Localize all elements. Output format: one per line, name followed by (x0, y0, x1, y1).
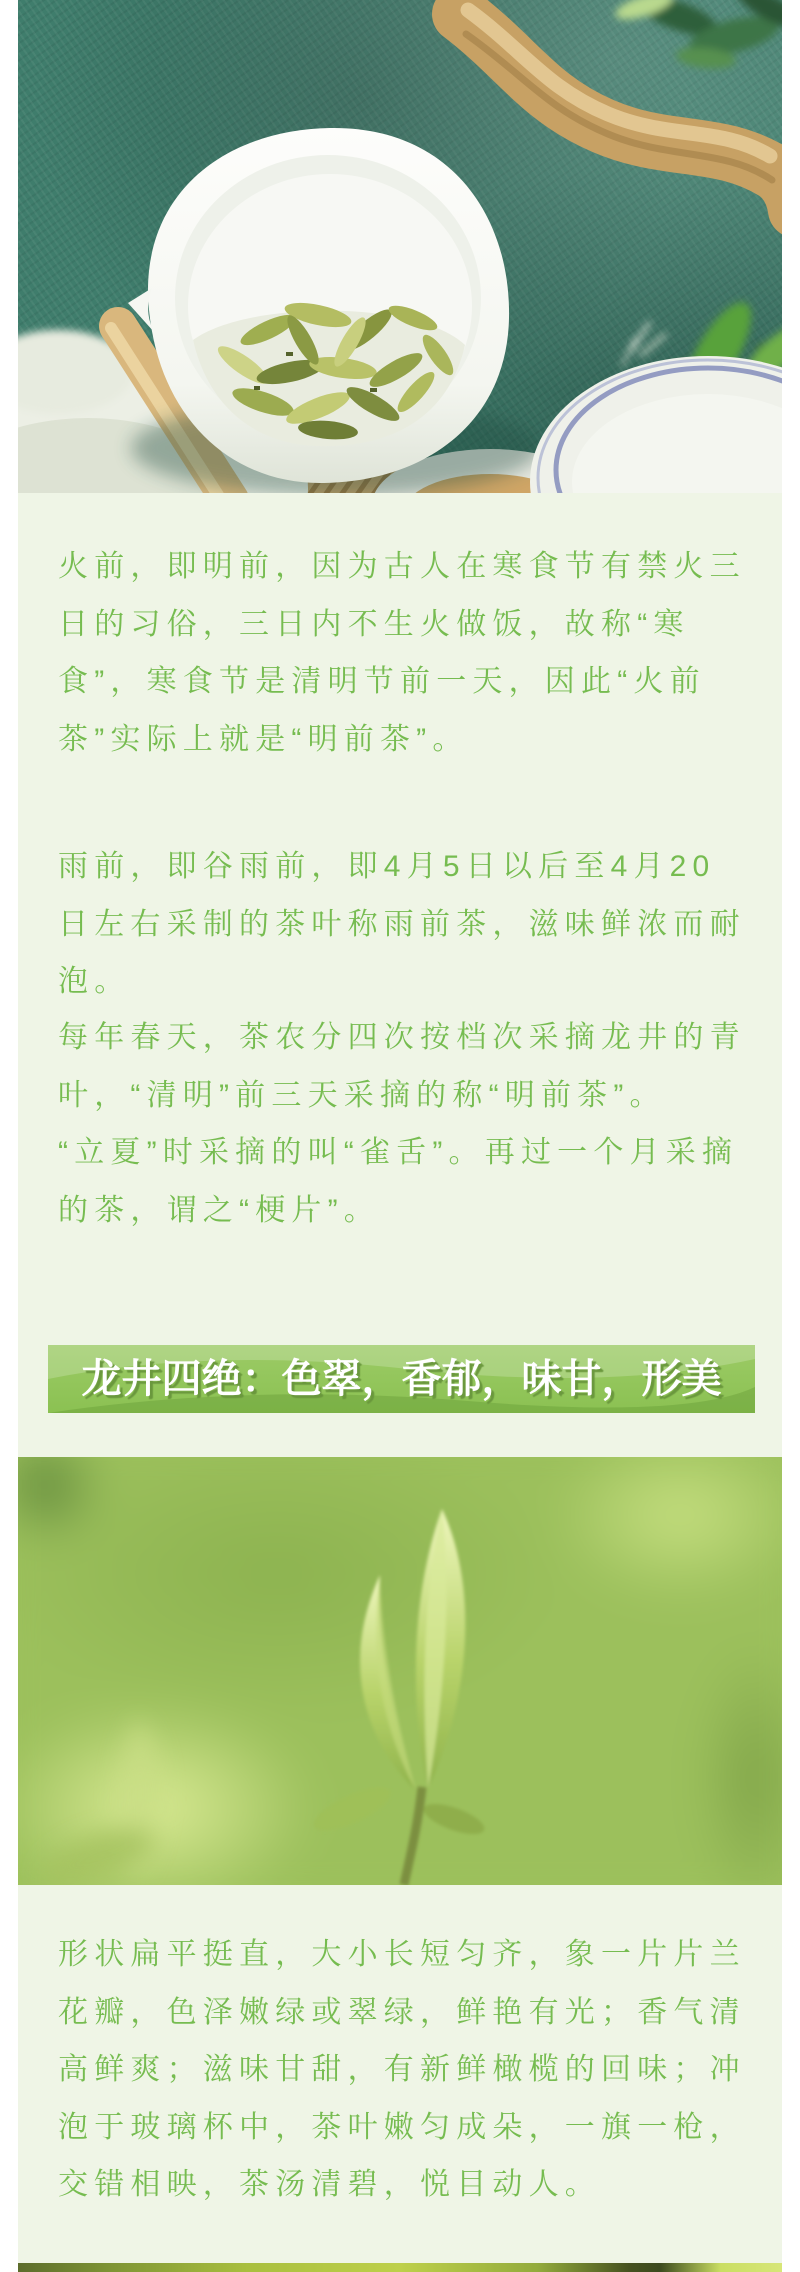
slogan-banner (48, 1345, 755, 1413)
slogan-banner-text: 龙井四绝：色翠，香郁，味甘，形美 (81, 1357, 722, 1401)
paragraph-huoqian: 火前，即明前，因为古人在寒食节有禁火三日的习俗，三日内不生火做饭，故称“寒食”，寒食节是清明节前一天，因此“火前茶”实际上就是“明前茶”。 (58, 550, 746, 756)
paragraph-harvest-line2: “立夏”时采摘的叫“雀舌”。再过一个月采摘的茶，谓之“梗片”。 (58, 1136, 739, 1227)
next-image-top-edge (18, 2263, 782, 2272)
blurred-side-bud (34, 1717, 162, 1885)
article-content-column (18, 0, 782, 2272)
hero-tea-leaves-photo (18, 0, 782, 493)
cup-with-plant (530, 294, 782, 493)
tea-buds-illustration (18, 1457, 782, 1885)
paragraph-appearance: 形状扁平挺直，大小长短匀齐，象一片片兰花瓣，色泽嫩绿或翠绿，鲜艳有光；香气清高鲜爽；滋味甘甜，有新鲜橄榄的回味；冲泡于玻璃杯中，茶叶嫩匀成朵，一旗一枪，交错相映，茶汤清碧，悦目动人。 (58, 1938, 746, 2201)
paragraph-harvest-line1: 每年春天，茶农分四次按档次采摘龙井的青叶，“清明”前三天采摘的称“明前茶”。 (58, 1021, 746, 1112)
paragraph-yuqian: 雨前，即谷雨前，即4月5日以后至4月20日左右采制的茶叶称雨前茶，滋味鲜浓而耐泡。 (58, 850, 746, 998)
center-tea-bud (308, 1509, 488, 1885)
paragraph-harvest-times (18, 1009, 782, 1239)
white-bowl-with-tea (128, 128, 541, 493)
plant-leaves-top (612, 0, 782, 71)
tea-buds-photo (18, 1457, 782, 1885)
hero-photo-illustration (18, 0, 782, 493)
